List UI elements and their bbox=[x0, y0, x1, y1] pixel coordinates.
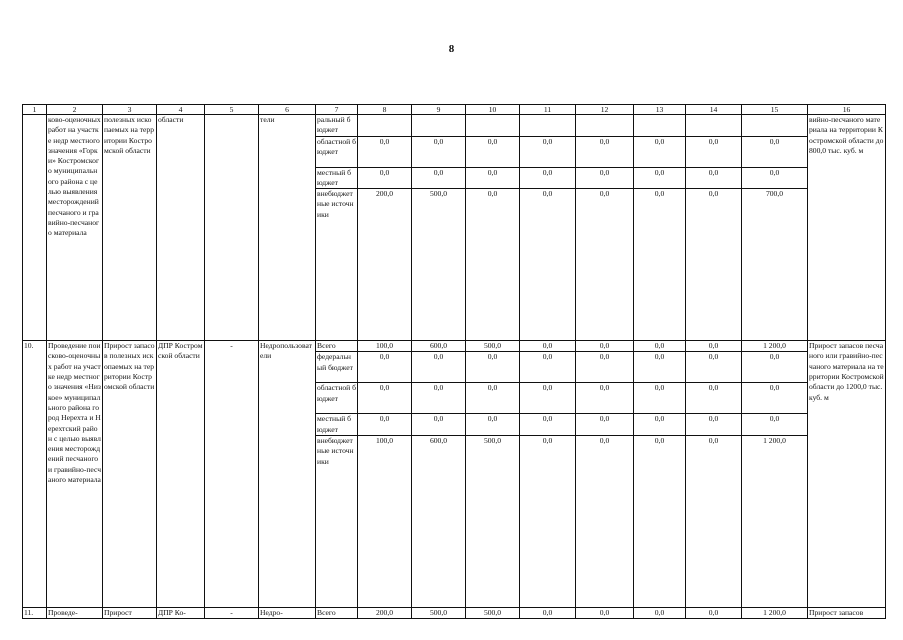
value-cell: 100,0 bbox=[358, 341, 412, 352]
value-cell: 0,0 bbox=[686, 383, 742, 414]
value-cell: 0,0 bbox=[412, 383, 466, 414]
value-cell: 0,0 bbox=[358, 383, 412, 414]
measure-executor: области bbox=[157, 115, 205, 341]
value-cell: 0,0 bbox=[576, 189, 634, 341]
value-cell: 0,0 bbox=[686, 436, 742, 608]
value-cell: 0,0 bbox=[466, 352, 520, 383]
header-cell: 8 bbox=[358, 105, 412, 115]
value-cell: 0,0 bbox=[412, 352, 466, 383]
funding-label: Всего bbox=[316, 608, 358, 619]
value-cell: 0,0 bbox=[686, 341, 742, 352]
value-cell: 0,0 bbox=[742, 414, 808, 436]
value-cell bbox=[520, 115, 576, 137]
value-cell: 0,0 bbox=[520, 608, 576, 619]
header-cell: 1 bbox=[23, 105, 47, 115]
value-cell bbox=[634, 115, 686, 137]
value-cell: 0,0 bbox=[466, 414, 520, 436]
value-cell: 0,0 bbox=[686, 167, 742, 189]
funding-label: федеральный бюджет bbox=[316, 352, 358, 383]
value-cell: 0,0 bbox=[634, 352, 686, 383]
header-cell: 16 bbox=[808, 105, 886, 115]
program-table bbox=[22, 104, 886, 619]
measure-result: вийно-песчаного материала на территории Костромской области до 800,0 тыс. куб. м bbox=[808, 115, 886, 341]
funding-label: ральный бюджет bbox=[316, 115, 358, 137]
value-cell: 0,0 bbox=[634, 414, 686, 436]
value-cell: 100,0 bbox=[358, 436, 412, 608]
value-cell: 0,0 bbox=[520, 136, 576, 167]
value-cell: 0,0 bbox=[742, 167, 808, 189]
page-number: 8 bbox=[448, 43, 455, 55]
value-cell: 0,0 bbox=[634, 436, 686, 608]
value-cell: 0,0 bbox=[520, 414, 576, 436]
measure-executor: ДПР Ко- bbox=[157, 608, 205, 619]
value-cell: 0,0 bbox=[742, 383, 808, 414]
value-cell: 0,0 bbox=[634, 189, 686, 341]
value-cell: 200,0 bbox=[358, 189, 412, 341]
value-cell: 0,0 bbox=[634, 608, 686, 619]
table-row bbox=[23, 341, 886, 352]
value-cell: 0,0 bbox=[576, 414, 634, 436]
measure-source: Недропользователи bbox=[259, 341, 316, 608]
row-number: 11. bbox=[23, 608, 47, 619]
funding-label: местный бюджет bbox=[316, 167, 358, 189]
value-cell: 0,0 bbox=[412, 414, 466, 436]
table-row bbox=[23, 608, 886, 619]
value-cell bbox=[576, 115, 634, 137]
row-number bbox=[23, 115, 47, 341]
header-cell: 14 bbox=[686, 105, 742, 115]
value-cell: 0,0 bbox=[634, 136, 686, 167]
measure-object: Прирост запасов полезных ископаемых на территории Костромской области bbox=[103, 341, 157, 608]
value-cell: 1 200,0 bbox=[742, 608, 808, 619]
funding-label: внебюджетные источники bbox=[316, 436, 358, 608]
funding-label: местный бюджет bbox=[316, 414, 358, 436]
header-cell: 13 bbox=[634, 105, 686, 115]
value-cell: 0,0 bbox=[686, 608, 742, 619]
value-cell: 0,0 bbox=[466, 136, 520, 167]
value-cell: 0,0 bbox=[520, 352, 576, 383]
header-cell: 15 bbox=[742, 105, 808, 115]
value-cell: 0,0 bbox=[634, 167, 686, 189]
value-cell: 0,0 bbox=[576, 136, 634, 167]
header-cell: 4 bbox=[157, 105, 205, 115]
value-cell: 200,0 bbox=[358, 608, 412, 619]
value-cell: 600,0 bbox=[412, 436, 466, 608]
measure-result: Прирост запасов песчаного или гравийно-песчаного материала на территории Костромской области до 1200,0 тыс. куб. м bbox=[808, 341, 886, 608]
header-cell: 2 bbox=[47, 105, 103, 115]
value-cell: 0,0 bbox=[358, 414, 412, 436]
value-cell: 0,0 bbox=[686, 189, 742, 341]
value-cell: 0,0 bbox=[686, 414, 742, 436]
value-cell: 0,0 bbox=[520, 341, 576, 352]
header-cell: 12 bbox=[576, 105, 634, 115]
measure-result: Прирост запасов bbox=[808, 608, 886, 619]
measure-object: полезных ископаемых на территории Костромской области bbox=[103, 115, 157, 341]
measure-object: Прирост bbox=[103, 608, 157, 619]
value-cell: 0,0 bbox=[576, 608, 634, 619]
value-cell: 0,0 bbox=[466, 167, 520, 189]
value-cell: 0,0 bbox=[742, 352, 808, 383]
value-cell: 500,0 bbox=[466, 341, 520, 352]
value-cell: 0,0 bbox=[520, 436, 576, 608]
measure-col5: - bbox=[205, 608, 259, 619]
value-cell: 0,0 bbox=[634, 341, 686, 352]
value-cell bbox=[686, 115, 742, 137]
value-cell: 0,0 bbox=[576, 341, 634, 352]
column-numbers-row bbox=[23, 105, 886, 115]
funding-label: внебюджетные источники bbox=[316, 189, 358, 341]
measure-name: Проведе- bbox=[47, 608, 103, 619]
measure-col5 bbox=[205, 115, 259, 341]
header-cell: 5 bbox=[205, 105, 259, 115]
value-cell: 0,0 bbox=[576, 167, 634, 189]
value-cell: 0,0 bbox=[686, 136, 742, 167]
header-cell: 9 bbox=[412, 105, 466, 115]
value-cell: 0,0 bbox=[412, 167, 466, 189]
header-cell: 7 bbox=[316, 105, 358, 115]
value-cell: 500,0 bbox=[466, 608, 520, 619]
value-cell: 0,0 bbox=[576, 436, 634, 608]
measure-source: тели bbox=[259, 115, 316, 341]
value-cell bbox=[466, 115, 520, 137]
value-cell: 500,0 bbox=[412, 189, 466, 341]
value-cell: 0,0 bbox=[358, 167, 412, 189]
funding-label: областной бюджет bbox=[316, 136, 358, 167]
value-cell: 0,0 bbox=[576, 383, 634, 414]
value-cell: 0,0 bbox=[412, 136, 466, 167]
value-cell bbox=[742, 115, 808, 137]
measure-col5: - bbox=[205, 341, 259, 608]
measure-source: Недро- bbox=[259, 608, 316, 619]
value-cell: 0,0 bbox=[520, 383, 576, 414]
value-cell: 1 200,0 bbox=[742, 341, 808, 352]
value-cell: 0,0 bbox=[634, 383, 686, 414]
header-cell: 11 bbox=[520, 105, 576, 115]
value-cell: 0,0 bbox=[358, 136, 412, 167]
value-cell: 500,0 bbox=[412, 608, 466, 619]
value-cell: 0,0 bbox=[466, 189, 520, 341]
value-cell: 700,0 bbox=[742, 189, 808, 341]
value-cell: 0,0 bbox=[742, 136, 808, 167]
header-cell: 10 bbox=[466, 105, 520, 115]
measure-name: ково-оценочных работ на участке недр местного значения «Горки» Костромского муниципального района с целью выявления месторождений песчаного и гравийно-песчаного материала bbox=[47, 115, 103, 341]
value-cell: 0,0 bbox=[576, 352, 634, 383]
funding-label: Всего bbox=[316, 341, 358, 352]
value-cell: 0,0 bbox=[466, 383, 520, 414]
funding-label: областной бюджет bbox=[316, 383, 358, 414]
value-cell: 1 200,0 bbox=[742, 436, 808, 608]
value-cell: 0,0 bbox=[686, 352, 742, 383]
measure-executor: ДПР Костромской области bbox=[157, 341, 205, 608]
value-cell: 0,0 bbox=[520, 189, 576, 341]
value-cell: 600,0 bbox=[412, 341, 466, 352]
table-row bbox=[23, 115, 886, 137]
header-cell: 3 bbox=[103, 105, 157, 115]
row-number: 10. bbox=[23, 341, 47, 608]
measure-name: Проведение поисково-оценочных работ на участке недр местного значения «Низкое» муниципального района город Нерехта и Нерехтский район с целью выявления месторождений песчаного и гравийно-песчаного материала bbox=[47, 341, 103, 608]
value-cell bbox=[358, 115, 412, 137]
value-cell: 0,0 bbox=[520, 167, 576, 189]
value-cell bbox=[412, 115, 466, 137]
value-cell: 0,0 bbox=[358, 352, 412, 383]
value-cell: 500,0 bbox=[466, 436, 520, 608]
header-cell: 6 bbox=[259, 105, 316, 115]
